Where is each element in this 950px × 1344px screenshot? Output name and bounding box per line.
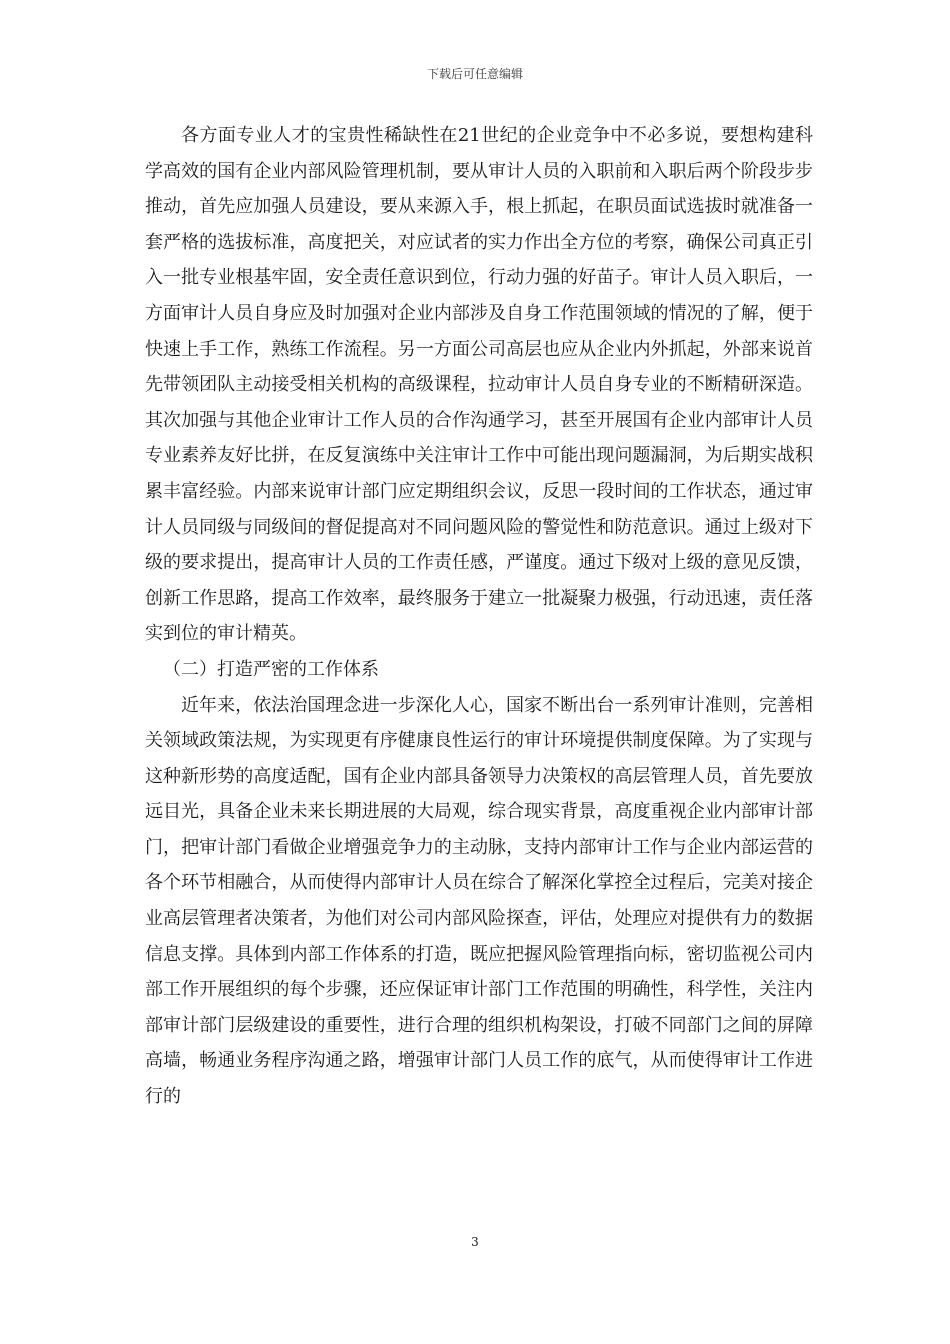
section-heading: （二）打造严密的工作体系: [163, 658, 379, 680]
body-paragraph: 各方面专业人才的宝贵性稀缺性在21世纪的企业竞争中不必多说，要想构建科学高效的国有企业内部风险管理机制，要从审计人员的入职前和入职后两个阶段步步推动，首先应加强人员建设，要从来源入手，根上抓起，在职员面试选拔时就准备一套严格的选拔标准，高度把关，对应试者的实力作出全方位的考察，确保公司真正引入一批专业根基牢固，安全责任意识到位，行动力强的好苗子。审计人员入职后，一方面审计人员自身应及时加强对企业内部涉及自身工作范围领域的情况的了解，便于快速上手工作，熟练工作流程。另一方面公司高层也应从企业内外抓起，外部来说首先带领团队主动接受相关机构的高级课程，拉动审计人员自身专业的不断精研深造。其次加强与其他企业审计工作人员的合作沟通学习，甚至开展国有企业内部审计人员专业素养友好比拼，在反复演练中关注审计工作中可能出现问题漏洞，为后期实战积累丰富经验。内部来说审计部门应定期组织会议，反思一段时间的工作状态，通过审计人员同级与同级间的督促提高对不同问题风险的警觉性和防范意识。通过上级对下级的要求提出，提高审计人员的工作责任感，严谨度。通过下级对上级的意见反馈，创新工作思路，提高工作效率，最终服务于建立一批凝聚力极强，行动迅速，责任落实到位的审计精英。: [145, 125, 813, 645]
document-body: [145, 118, 813, 1115]
body-paragraph: 近年来，依法治国理念进一步深化人心，国家不断出台一系列审计准则，完善相关领域政策法规，为实现更有序健康良性运行的审计环境提供制度保障。为了实现与这种新形势的高度适配，国有企业内部具备领导力决策权的高层管理人员，首先要放远目光，具备企业未来长期进展的大局观，综合现实背景，高度重视企业内部审计部门，把审计部门看做企业增强竞争力的主动脉，支持内部审计工作与企业内部运营的各个环节相融合，从而使得内部审计人员在综合了解深化掌控全过程后，完美对接企业高层管理者决策者，为他们对公司内部风险探查，评估，处理应对提供有力的数据信息支撑。具体到内部工作体系的打造，既应把握风险管理指向标，密切监视公司内部工作开展组织的每个步骤，还应保证审计部门工作范围的明确性，科学性，关注内部审计部门层级建设的重要性，进行合理的组织机构架设，打破不同部门之间的屏障高墙，畅通业务程序沟通之路，增强审计部门人员工作的底气，从而使得审计工作进行的: [145, 694, 813, 1108]
page-header: 下载后可任意编辑: [426, 67, 523, 81]
page-number: 3: [471, 1235, 479, 1249]
